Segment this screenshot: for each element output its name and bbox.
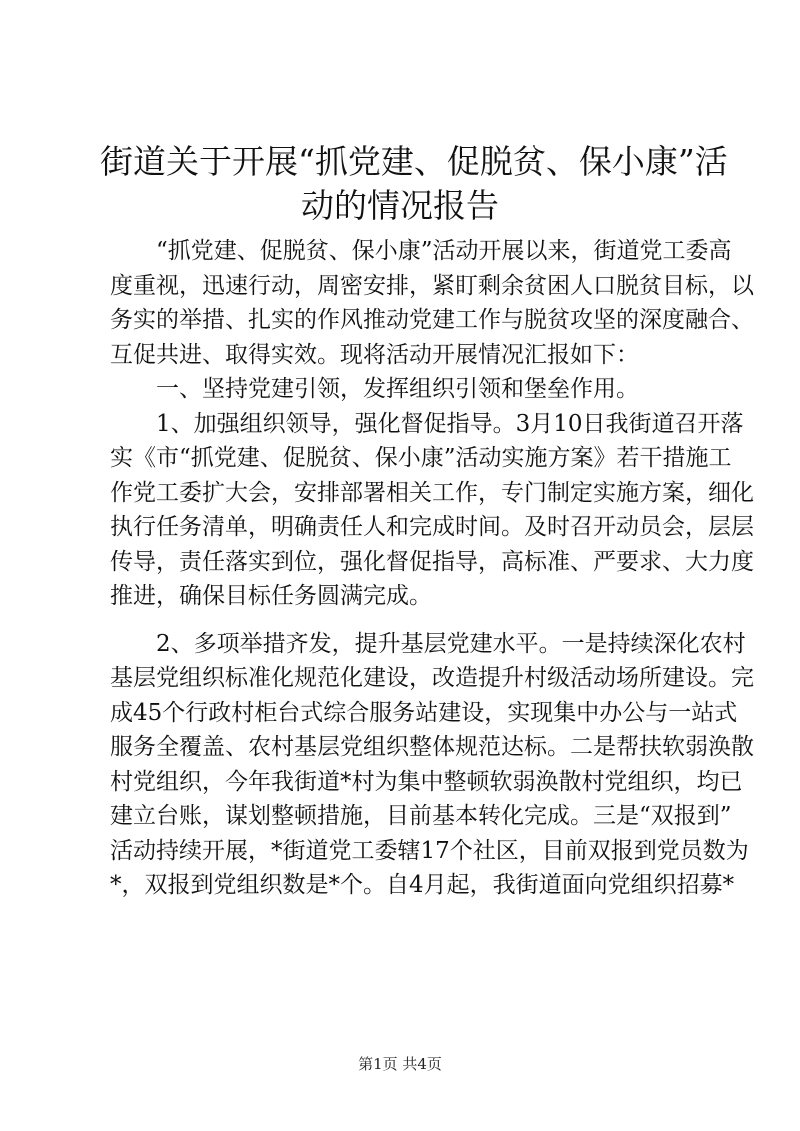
text-line: 2、多项举措齐发，提升基层党建水平。一是持续深化农村 (156, 630, 746, 657)
paragraph-item-2 (110, 627, 754, 903)
title-line: 动的情况报告 (301, 186, 499, 225)
text-line: 1、加强组织领导，强化督促指导。3月10日我街道召开落 (156, 410, 744, 437)
text-line: “抓党建、促脱贫、保小康”活动开展以来，街道党工委高 (156, 238, 732, 264)
text-line: 互促共进、取得实效。现将活动开展情况汇报如下： (110, 341, 639, 368)
document-title (100, 140, 728, 228)
text-line: 度重视，迅速行动，周密安排，紧盯剩余贫困人口脱贫目标，以 (110, 272, 754, 299)
text-line: 执行任务清单，明确责任人和完成时间。及时召开动员会，层层 (110, 514, 754, 540)
text-line: 基层党组织标准化规范化建设，改造提升村级活动场所建设。完 (110, 665, 754, 691)
paragraph-intro (110, 234, 754, 372)
text-line: 活动持续开展，*街道党工委辖17个社区，目前双报到党员数为 (110, 837, 749, 864)
text-line: *，双报到党组织数是*个。自4月起，我街道面向党组织招募* (110, 872, 735, 898)
section-heading (110, 372, 690, 407)
text-line: 建立台账，谋划整顿措施，目前基本转化完成。三是“双报到” (110, 803, 732, 829)
document-body (110, 234, 754, 903)
text-line: 成45个行政村柜台式综合服务站建设，实现集中办公与一站式 (110, 699, 738, 726)
text-line: 实《市“抓党建、促脱贫、保小康”活动实施方案》若干措施工 (110, 445, 732, 471)
text-line: 务实的举措、扎实的作风推动党建工作与脱贫攻坚的深度融合、 (110, 307, 754, 333)
text-line: 服务全覆盖、农村基层党组织整体规范达标。二是帮扶软弱涣散 (110, 734, 754, 760)
text-line: 一、坚持党建引领，发挥组织引领和堡垒作用。 (156, 376, 639, 402)
page-footer: 第1页 共4页 (358, 1055, 442, 1073)
text-line: 传导，责任落实到位，强化督促指导，高标准、严要求、大力度 (110, 548, 754, 575)
text-line: 作党工委扩大会，安排部署相关工作，专门制定实施方案，细化 (110, 479, 754, 506)
paragraph-item-1 (110, 407, 754, 614)
title-line: 街道关于开展“抓党建、促脱贫、保小康”活 (100, 142, 728, 181)
text-line: 村党组织，今年我街道*村为集中整顿软弱涣散村党组织，均已 (110, 768, 743, 795)
text-line: 推进，确保目标任务圆满完成。 (110, 583, 432, 609)
